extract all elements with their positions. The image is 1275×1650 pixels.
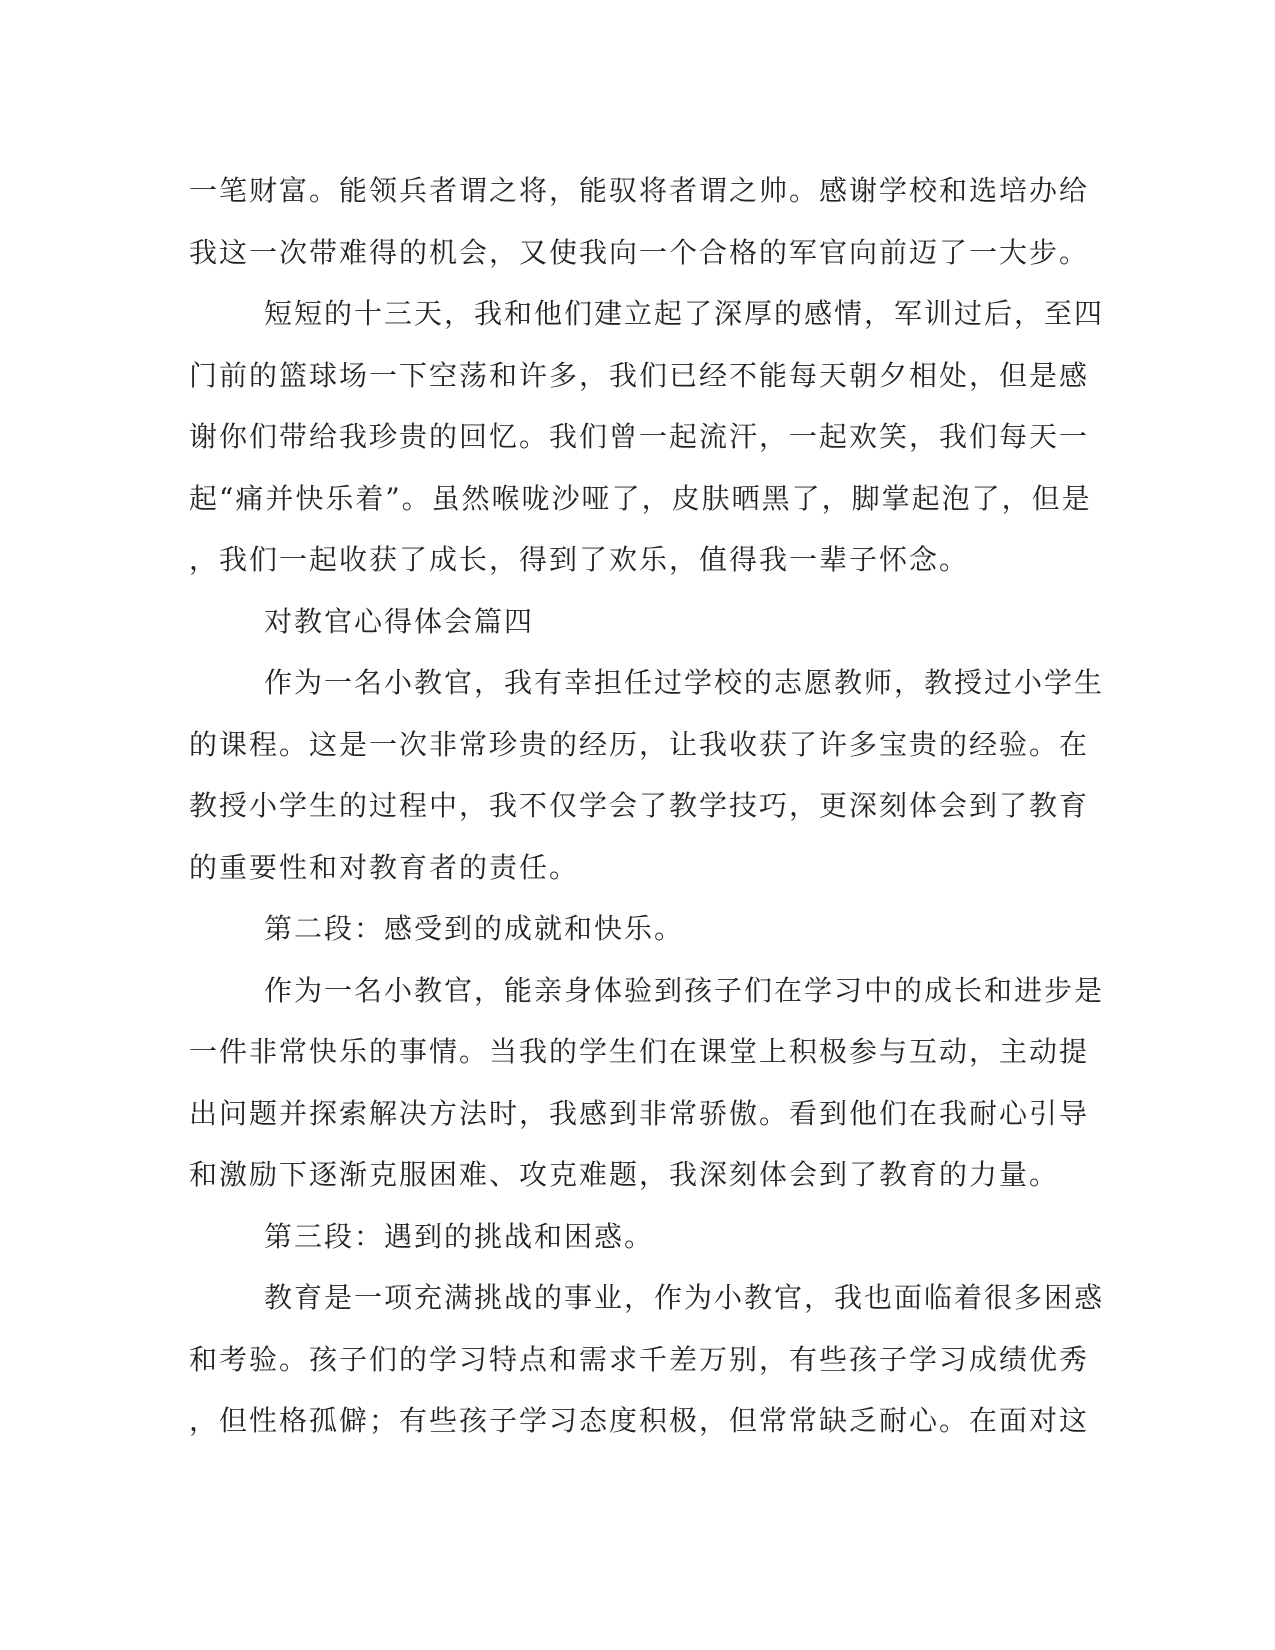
text-line: 我这一次带难得的机会，又使我向一个合格的军官向前迈了一大步。 bbox=[189, 235, 1090, 269]
text-line: 的课程。这是一次非常珍贵的经历，让我收获了许多宝贵的经验。在 bbox=[189, 727, 1090, 761]
text-line: 谢你们带给我珍贵的回忆。我们曾一起流汗，一起欢笑，我们每天一 bbox=[189, 420, 1090, 453]
text-line: 门前的篮球场一下空荡和许多，我们已经不能每天朝夕相处，但是感 bbox=[189, 358, 1090, 392]
text-line: 起“痛并快乐着”。虽然喉咙沙哑了，皮肤晒黑了，脚掌起泡了，但是 bbox=[189, 481, 1092, 515]
section-heading: 对教官心得体会篇四 bbox=[264, 604, 535, 638]
body-text bbox=[189, 160, 1105, 1452]
text-line: 短短的十三天，我和他们建立起了深厚的感情，军训过后，至四 bbox=[264, 297, 1105, 330]
paragraph-heading: 第二段：感受到的成就和快乐。 bbox=[264, 912, 685, 945]
text-line: 的重要性和对教育者的责任。 bbox=[189, 850, 580, 884]
text-line: 作为一名小教官，能亲身体验到孩子们在学习中的成长和进步是 bbox=[264, 973, 1105, 1007]
text-line: 一笔财富。能领兵者谓之将，能驭将者谓之帅。感谢学校和选培办给 bbox=[189, 174, 1090, 207]
text-line: ，但性格孤僻；有些孩子学习态度积极，但常常缺乏耐心。在面对这 bbox=[189, 1404, 1090, 1437]
text-line: 一件非常快乐的事情。当我的学生们在课堂上积极参与互动，主动提 bbox=[189, 1035, 1090, 1068]
text-line: 作为一名小教官，我有幸担任过学校的志愿教师，教授过小学生 bbox=[264, 666, 1105, 699]
text-line: 教育是一项充满挑战的事业，作为小教官，我也面临着很多困惑 bbox=[264, 1281, 1105, 1314]
paragraph-heading: 第三段：遇到的挑战和困惑。 bbox=[264, 1219, 655, 1253]
text-line: 和考验。孩子们的学习特点和需求千差万别，有些孩子学习成绩优秀 bbox=[189, 1342, 1090, 1376]
text-line: 出问题并探索解决方法时，我感到非常骄傲。看到他们在我耐心引导 bbox=[189, 1096, 1090, 1130]
text-line: 教授小学生的过程中，我不仅学会了教学技巧，更深刻体会到了教育 bbox=[189, 789, 1090, 822]
text-line: 和激励下逐渐克服困难、攻克难题，我深刻体会到了教育的力量。 bbox=[189, 1158, 1060, 1191]
text-line: ，我们一起收获了成长，得到了欢乐，值得我一辈子怀念。 bbox=[189, 543, 970, 576]
